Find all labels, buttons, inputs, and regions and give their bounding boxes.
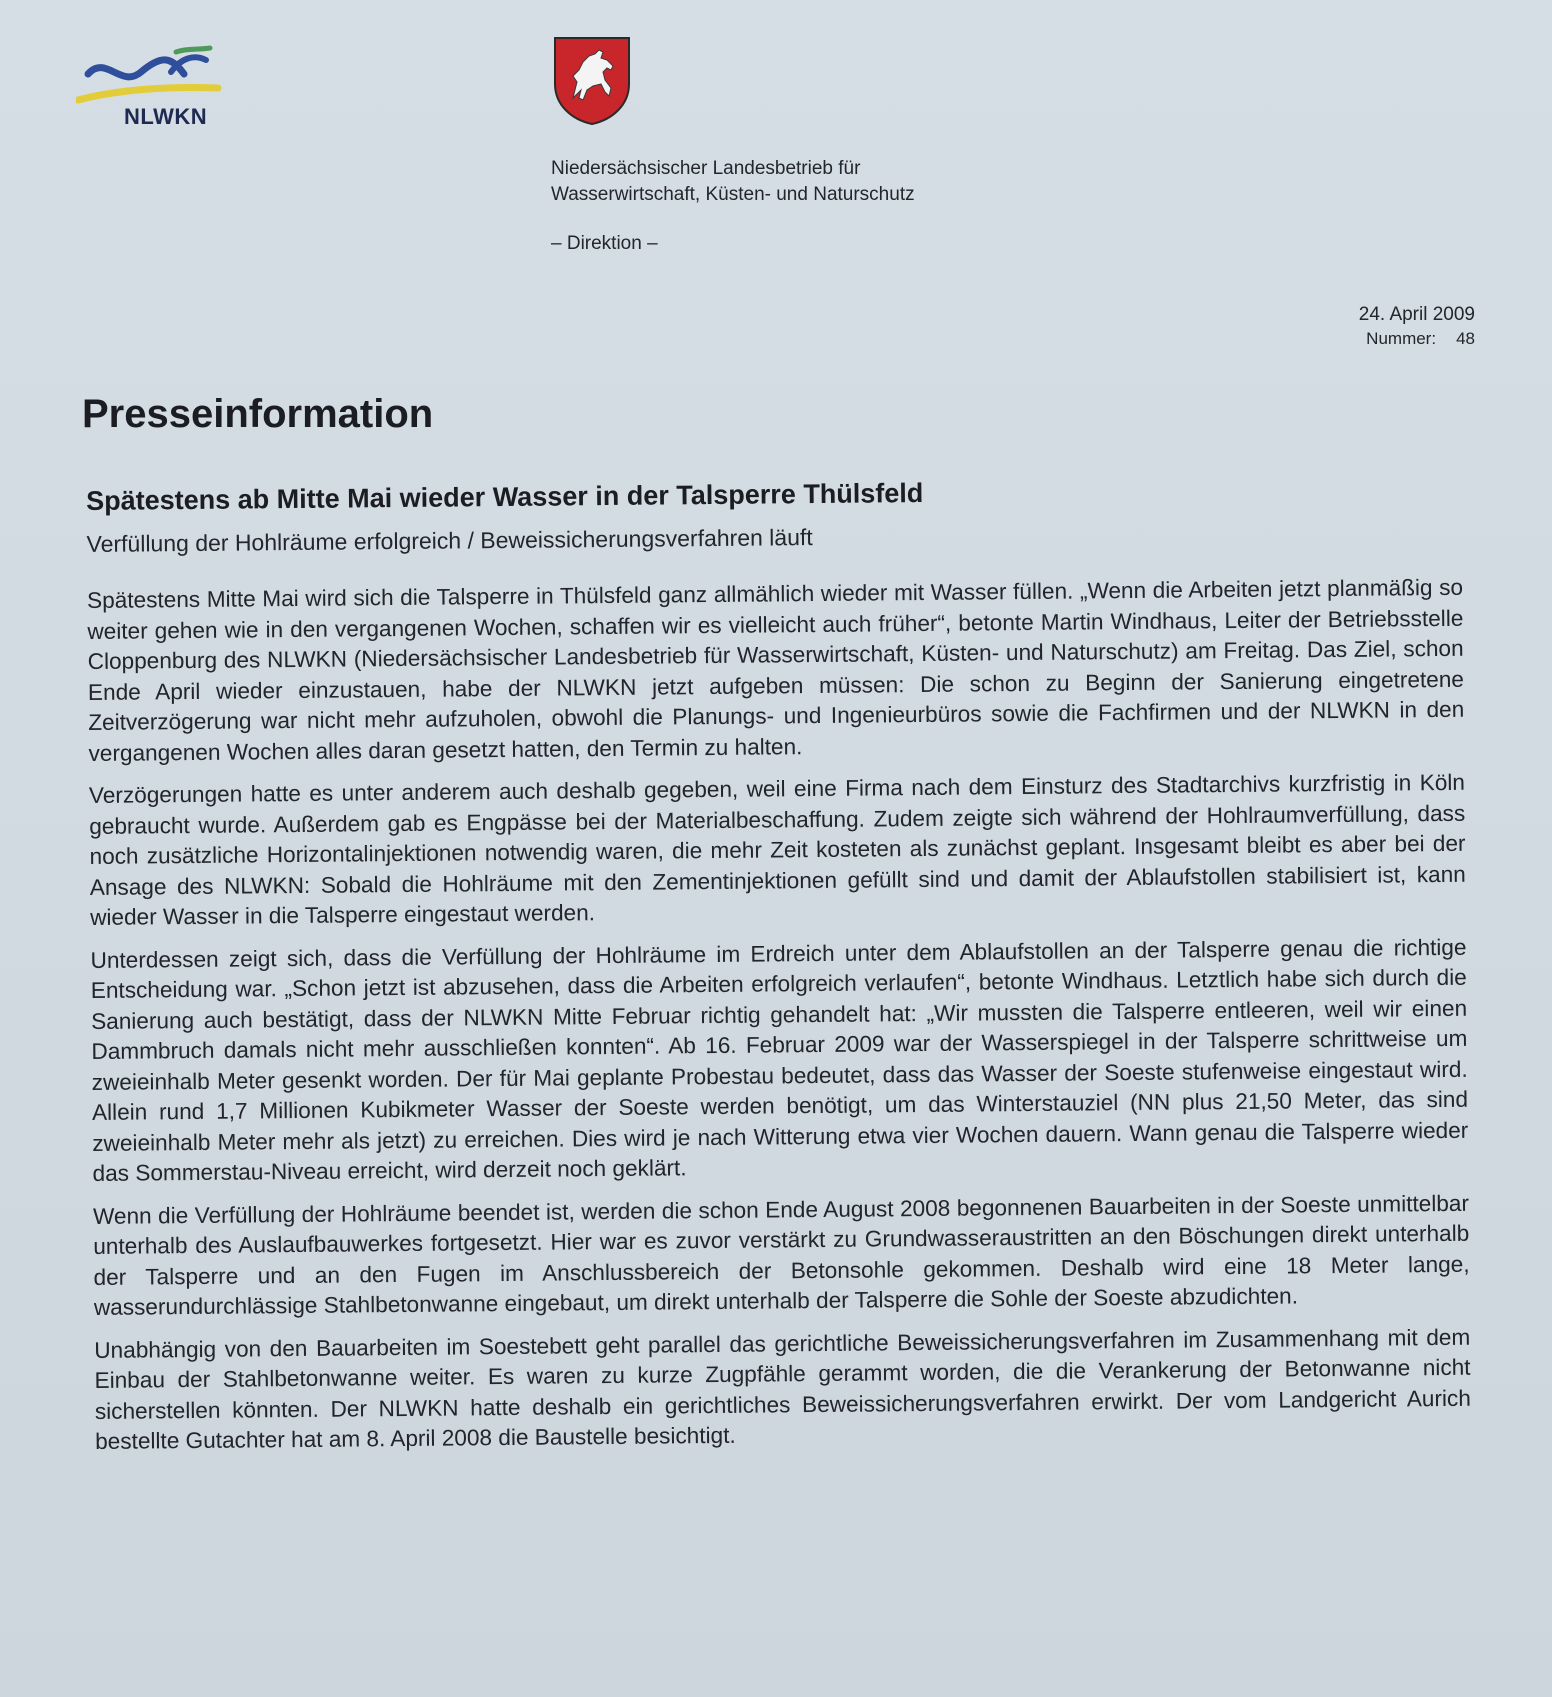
headline: Spätestens ab Mitte Mai wieder Wasser in der Talsperre Thülsfeld <box>86 477 924 516</box>
agency-name <box>551 156 915 208</box>
press-release-content <box>86 473 1471 1470</box>
number-value: 48 <box>1456 329 1475 348</box>
number-label: Nummer: <box>1366 329 1437 348</box>
lower-saxony-coat-of-arms-icon <box>553 36 631 126</box>
body-text <box>87 573 1471 1458</box>
document-type-title: Presseinformation <box>82 392 434 436</box>
agency-line-1: Niedersächsischer Landesbetrieb für <box>551 158 861 179</box>
nlwkn-logo <box>76 44 226 134</box>
date-block <box>1359 303 1475 351</box>
paragraph: Unabhängig von den Bauarbeiten im Soestebett geht parallel das gerichtliche Beweissicherungsverfahren im Zusammenhang mit dem Einbau der Stahlbetonwanne weiter. Es waren zu kurze Zugpfähle gerammt worden, die die Verankerung der Betonwanne nicht sicherstellen könnten. Der NLWKN hatte deshalb ein gerichtliches Beweissicherungsverfahren erwirkt. Der vom Landgericht Aurich bestellte Gutachter hat am 8. April 2008 die Baustelle besichtigt. <box>94 1324 1471 1454</box>
release-date: 24. April 2009 <box>1358 304 1475 325</box>
subheadline: Verfüllung der Hohlräume erfolgreich / Beweissicherungsverfahren läuft <box>86 524 813 557</box>
release-number <box>1359 327 1475 351</box>
nlwkn-logo-text: NLWKN <box>124 104 208 129</box>
paragraph: Unterdessen zeigt sich, dass die Verfüllung der Hohlräume im Erdreich unter dem Ablaufstollen an der Talsperre genau die richtige Entscheidung war. „Schon jetzt ist abzusehen, dass die Arbeiten erfolgreich verlaufen“, betonte Windhaus. Letztlich habe sich durch die Sanierung auch bestätigt, dass der NLWKN Mitte Februar richtig gehandelt hat: „Wir mussten die Talsperre entleeren, weil wir einen Dammbruch damals nicht mehr ausschließen konnten“. Ab 16. Februar 2009 war der Wasserspiegel in der Talsperre schrittweise um zweieinhalb Meter gesenkt worden. Der für Mai geplante Probestau bedeutet, dass das Wasser der Soeste stufenweise eingestaut wird. Allein rund 1,7 Millionen Kubikmeter Wasser der Soeste werden benötigt, um das Winterstauziel (NN plus 21,50 Meter, das sind zweieinhalb Meter mehr als jetzt) zu erreichen. Dies wird je nach Witterung etwa vier Wochen dauern. Wann genau die Talsperre wieder das Sommerstau-Niveau erreicht, wird derzeit noch geklärt. <box>90 934 1469 1186</box>
agency-line-2: Wasserwirtschaft, Küsten- und Naturschutz <box>551 184 915 205</box>
paragraph: Wenn die Verfüllung der Hohlräume beendet ist, werden die schon Ende August 2008 begonnenen Bauarbeiten in der Soeste unmittelbar unterhalb des Auslaufbauwerkes fortgesetzt. Hier war es zuvor verstärkt zu Grundwasseraustritten an den Böschungen direkt unterhalb der Talsperre und an den Fugen im Anschlussbereich der Betonsohle gekommen. Deshalb wird eine 18 Meter lange, wasserundurchlässige Stahlbetonwanne eingebaut, um direkt unterhalb der Talsperre die Sohle der Soeste abzudichten. <box>92 1190 1470 1320</box>
paragraph: Spätestens Mitte Mai wird sich die Talsperre in Thülsfeld ganz allmählich wieder mit Wasser füllen. „Wenn die Arbeiten jetzt planmäßig so weiter gehen wie in den vergangenen Wochen, schaffen wir es vielleicht auch früher“, betonte Martin Windhaus, Leiter der Betriebsstelle Cloppenburg des NLWKN (Niedersächsischer Landesbetrieb für Wasserwirtschaft, Küsten- und Naturschutz) am Freitag. Das Ziel, schon Ende April wieder einzustauen, habe der NLWKN jetzt aufgeben müssen: Die schon zu Beginn der Sanierung eingetretene Zeitverzögerung war nicht mehr aufzuholen, obwohl die Planungs- und Ingenieurbüros sowie die Fachfirmen und der NLWKN in den vergangenen Wochen alles daran gesetzt hatten, den Termin zu halten. <box>86 574 1465 766</box>
paragraph: Verzögerungen hatte es unter anderem auch deshalb gegeben, weil eine Firma nach dem Einsturz des Stadtarchivs kurzfristig in Köln gebraucht wurde. Außerdem gab es Engpässe bei der Materialbeschaffung. Zudem zeigte sich während der Hohlraumverfüllung, dass noch zusätzliche Horizontalinjektionen notwendig waren, die mehr Zeit kosteten als zunächst geplant. Insgesamt bleibt es aber bei der Ansage des NLWKN: Sobald die Hohlräume mit den Zementinjektionen gefüllt sind und damit der Ablaufstollen stabilisiert ist, kann wieder Wasser in die Talsperre eingestaut werden. <box>88 769 1466 930</box>
department-label: – Direktion – <box>551 233 658 254</box>
